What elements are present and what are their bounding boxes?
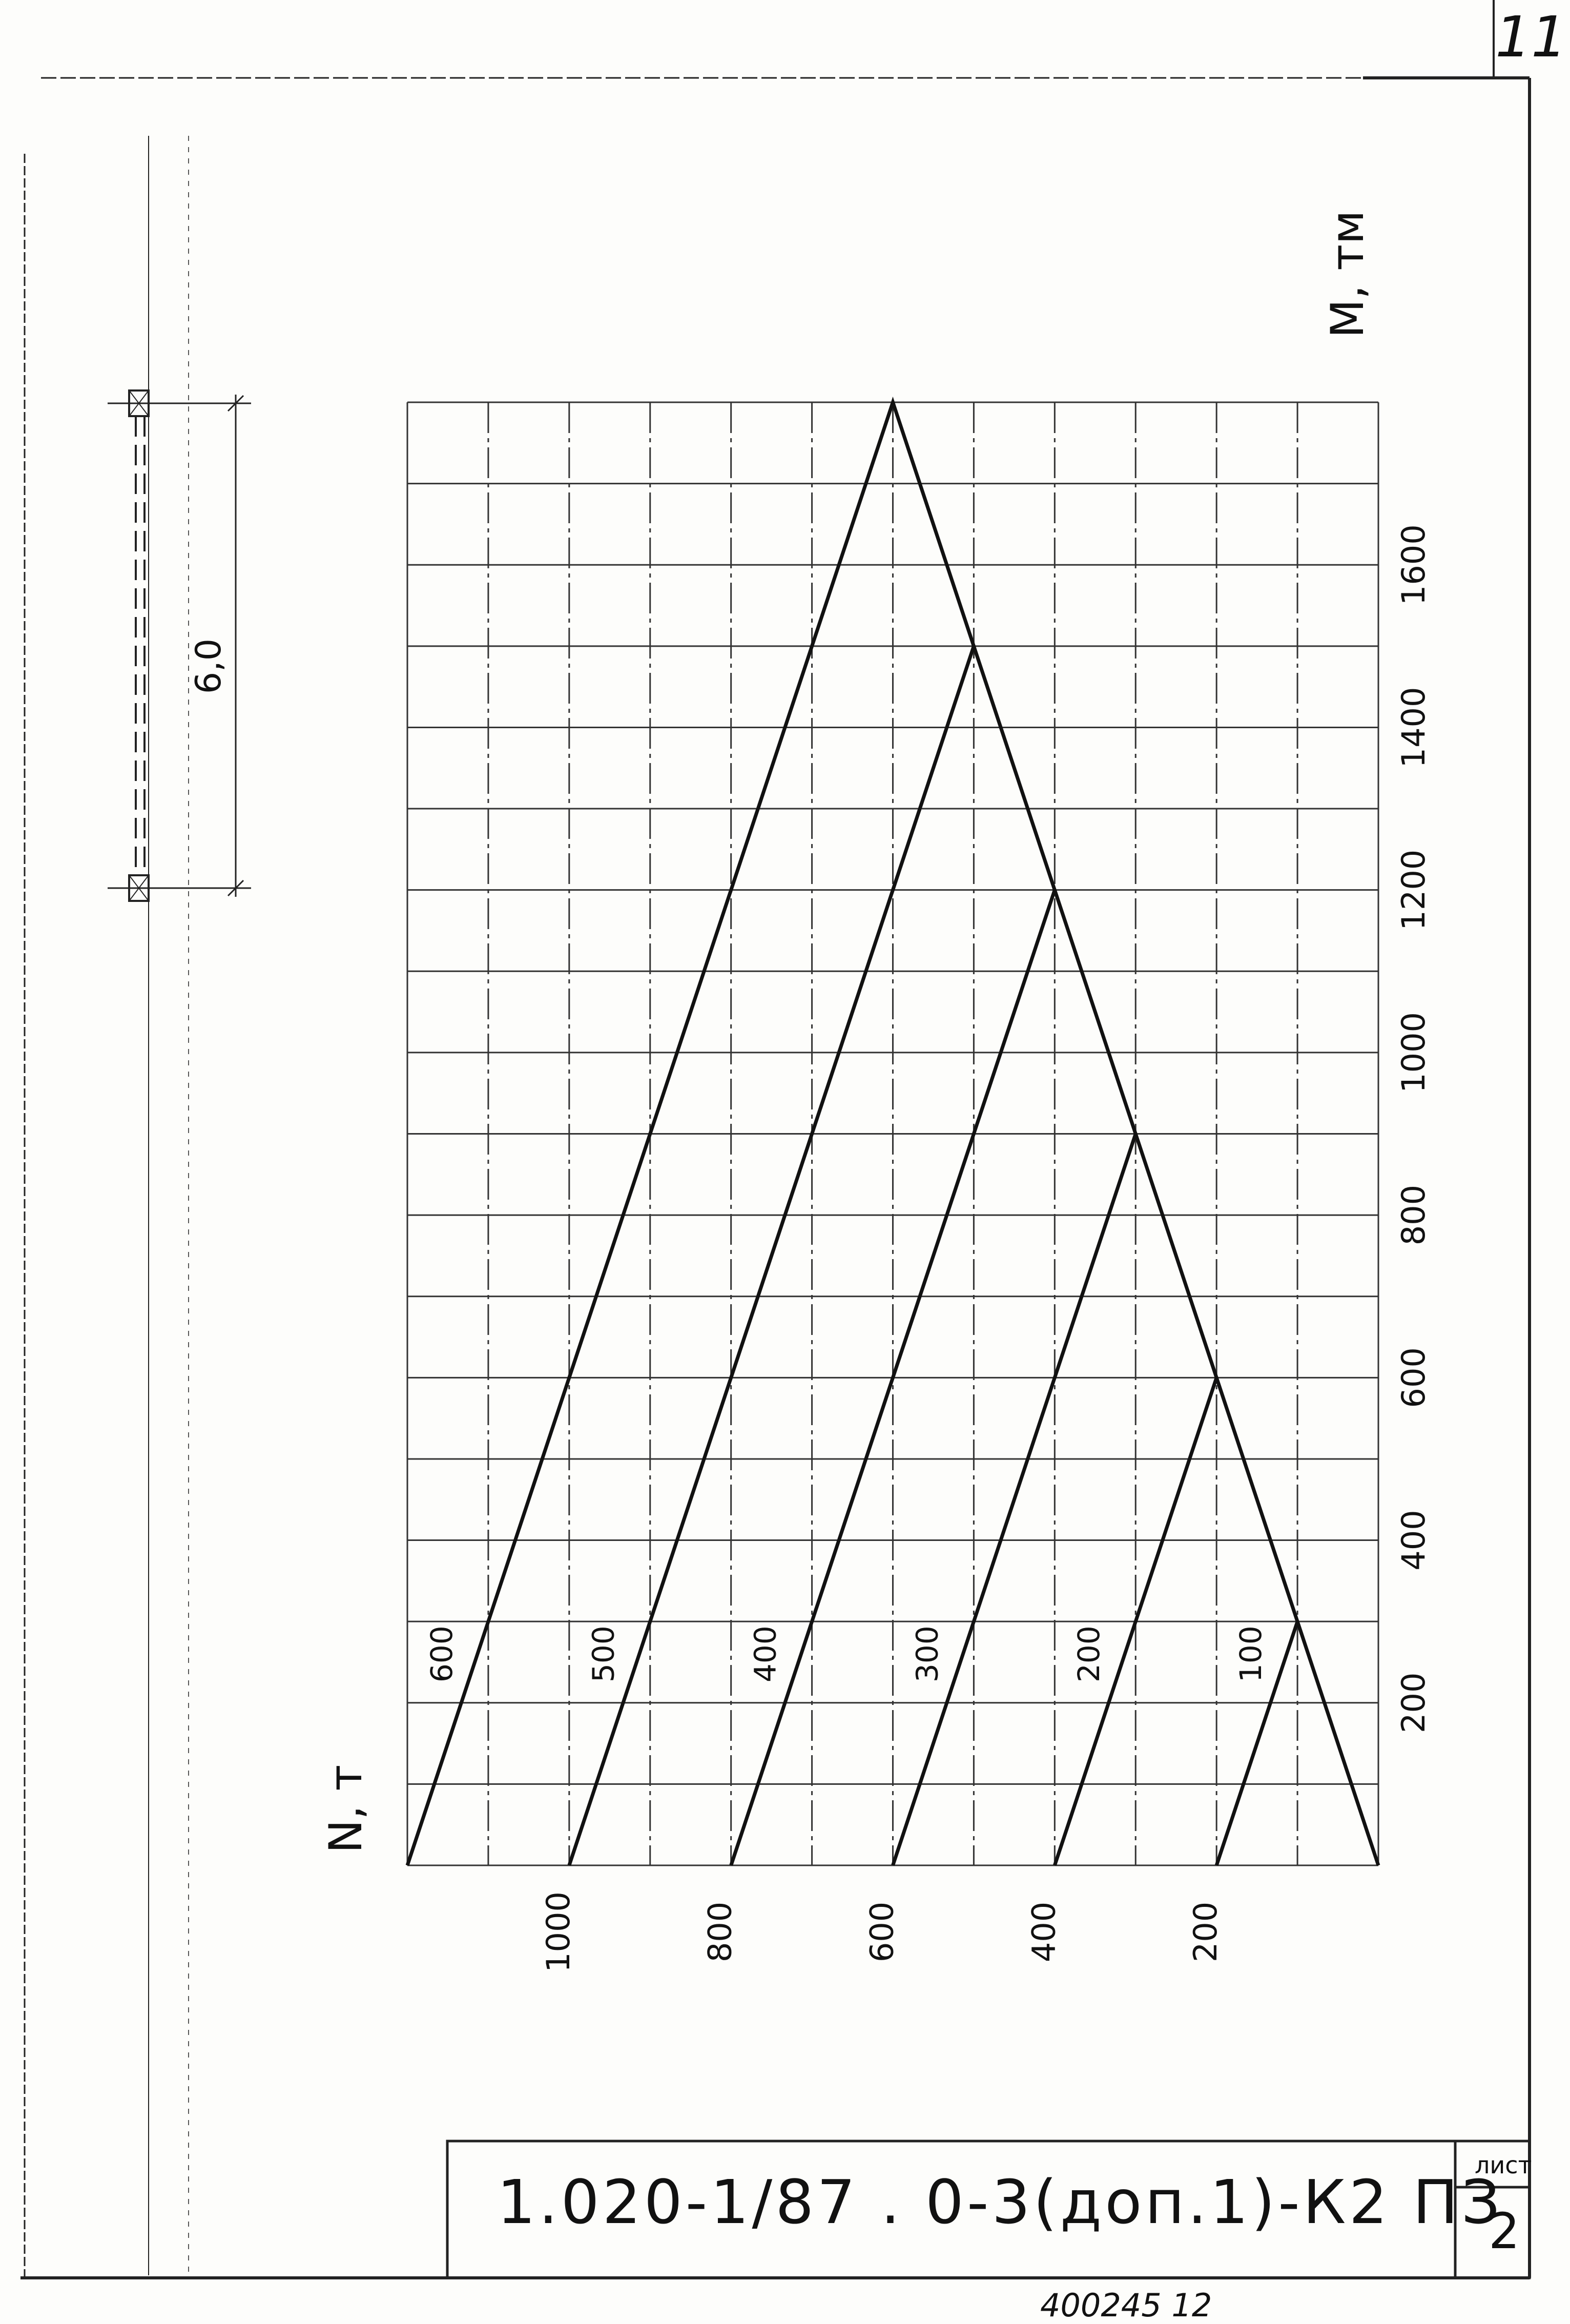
page-number: 11 [1495,4,1567,70]
sketch-dimension-label: 6,0 [189,638,229,694]
x-tick-label: 600 [863,1901,901,1963]
y-tick-label: 200 [1395,1672,1432,1733]
series-label-400: 400 [748,1626,783,1682]
interaction-chart [319,210,1432,1972]
series-label-600: 600 [424,1626,459,1682]
series-label-500: 500 [586,1626,621,1682]
x-tick-label: 1000 [539,1891,577,1972]
sheet-frame [20,0,1530,2278]
y-tick-label: 1200 [1395,849,1432,931]
chart-grid [407,402,1378,1865]
series-line-300 [893,1134,1136,1866]
y-tick-label: 1400 [1395,687,1432,768]
document-designation: 1.020-1/87 . 0-3(доп.1)-К2 ПЗ [497,2167,1503,2237]
y-tick-label: 400 [1395,1510,1432,1571]
y-tick-label: 600 [1395,1347,1432,1408]
y-tick-label: 800 [1395,1184,1432,1246]
sheet-number: 2 [1489,2203,1520,2260]
x-axis-label: N, т [319,1764,372,1854]
archive-number: 400245 12 [1040,2287,1212,2324]
x-tick-label: 200 [1187,1901,1225,1963]
y-tick-label: 1600 [1395,524,1432,606]
column-sketch [108,390,251,901]
series-label-100: 100 [1233,1626,1269,1682]
x-tick-label: 400 [1025,1901,1063,1963]
x-tick-label: 800 [701,1901,739,1963]
y-tick-label: 1000 [1395,1012,1432,1093]
y-axis-label: M, тм [1321,210,1374,338]
chart-series-labels [424,1626,1268,1682]
sheet-label: лист [1475,2151,1532,2179]
series-label-200: 200 [1071,1626,1107,1682]
chart-tick-labels [540,524,1432,1972]
series-label-300: 300 [910,1626,945,1682]
